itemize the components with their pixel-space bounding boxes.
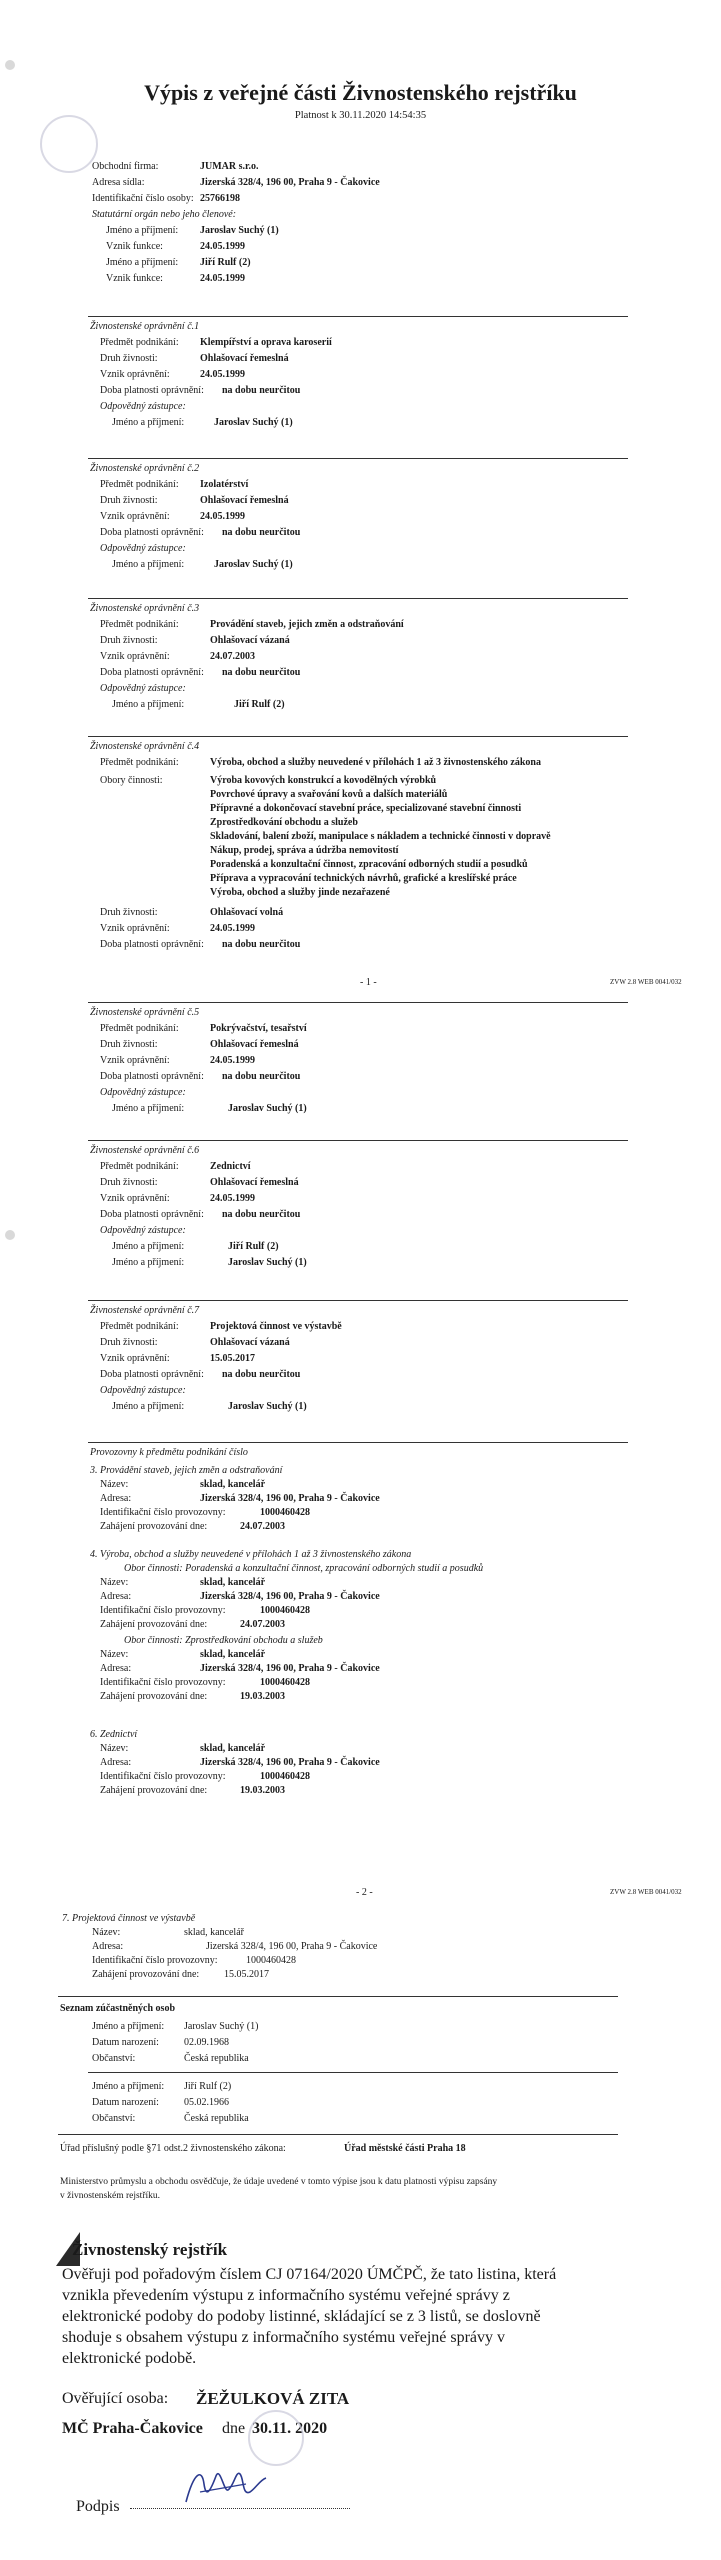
doba-label: Doba platnosti oprávnění: <box>100 939 204 950</box>
icp-value: 1000460428 <box>260 1677 310 1688</box>
license-heading: Živnostenské oprávnění č.1 <box>90 321 200 332</box>
member-func-label: Vznik funkce: <box>106 241 163 252</box>
predmet-value: Provádění staveb, jejich změn a odstraňování <box>210 619 404 630</box>
person-citizen: Česká republika <box>184 2053 249 2064</box>
verifier-label: Ověřující osoba: <box>62 2390 169 2407</box>
predmet-label: Předmět podnikání: <box>100 1023 179 1034</box>
doba-value: na dobu neurčitou <box>222 667 301 678</box>
zahajeni-value: 19.03.2003 <box>240 1691 285 1702</box>
zahajeni-label: Zahájení provozování dne: <box>100 1619 208 1630</box>
icp-label: Identifikační číslo provozovny: <box>100 1605 226 1616</box>
verification-date: 30.11. 2020 <box>252 2420 328 2437</box>
predmet-label: Předmět podnikání: <box>100 757 179 768</box>
druh-value: Ohlašovací vázaná <box>210 635 290 646</box>
divider <box>88 2072 618 2073</box>
zastupce-heading: Odpovědný zástupce: <box>100 543 186 554</box>
round-stamp <box>40 115 98 173</box>
adresa-label: Adresa: <box>92 1941 124 1952</box>
icp-label: Identifikační číslo provozovny: <box>100 1771 226 1782</box>
vznik-label: Vznik oprávnění: <box>100 369 170 380</box>
punch-hole <box>5 1230 15 1240</box>
divider <box>58 2134 618 2135</box>
citizen-label: Občanství: <box>92 2053 136 2064</box>
member-name: Jiří Rulf (2) <box>200 257 251 268</box>
member-label: Jméno a příjmení: <box>106 257 179 268</box>
person-born: 02.09.1968 <box>184 2037 229 2048</box>
vznik-value: 24.07.2003 <box>210 651 255 662</box>
nazev-value: sklad, kancelář <box>200 1479 266 1490</box>
zastupce-heading: Odpovědný zástupce: <box>100 1385 186 1396</box>
license-heading: Živnostenské oprávnění č.7 <box>90 1305 200 1316</box>
icp-value: 1000460428 <box>246 1955 296 1966</box>
jmeno-value: Jaroslav Suchý (1) <box>228 1103 307 1114</box>
statutory-heading: Statutární orgán nebo jeho členové: <box>92 209 237 220</box>
divider <box>58 1996 618 1997</box>
druh-label: Druh živnosti: <box>100 495 158 506</box>
address-label: Adresa sídla: <box>92 177 145 188</box>
doba-value: na dobu neurčitou <box>222 1209 301 1220</box>
doba-value: na dobu neurčitou <box>222 1369 301 1380</box>
verification-line: elektronické podoby do podoby listinné, skládající se z 3 listů, se doslovně <box>62 2308 541 2325</box>
nazev-label: Název: <box>92 1927 121 1938</box>
predmet-value: Klempířství a oprava karoserií <box>200 337 332 348</box>
vznik-label: Vznik oprávnění: <box>100 651 170 662</box>
doba-value: na dobu neurčitou <box>222 385 301 396</box>
icp-value: 1000460428 <box>260 1507 310 1518</box>
predmet-label: Předmět podnikání: <box>100 619 179 630</box>
zahajeni-value: 15.05.2017 <box>224 1969 269 1980</box>
adresa-label: Adresa: <box>100 1757 132 1768</box>
form-code: ZVW 2.8 WEB 0041/032 <box>610 1888 682 1896</box>
jmeno-label: Jméno a příjmení: <box>112 1241 185 1252</box>
doba-value: na dobu neurčitou <box>222 939 301 950</box>
divider <box>88 1002 628 1003</box>
divider <box>88 316 628 317</box>
druh-value: Ohlašovací řemeslná <box>200 353 289 364</box>
divider <box>88 598 628 599</box>
vznik-value: 24.05.1999 <box>210 1055 255 1066</box>
doba-label: Doba platnosti oprávnění: <box>100 667 204 678</box>
adresa-value: Jizerská 328/4, 196 00, Praha 9 - Čakovice <box>200 1663 380 1674</box>
nazev-label: Název: <box>100 1649 129 1660</box>
born-label: Datum narození: <box>92 2037 159 2048</box>
nazev-label: Název: <box>100 1743 129 1754</box>
doba-label: Doba platnosti oprávnění: <box>100 385 204 396</box>
ministry-note: v živnostenském rejstříku. <box>60 2191 160 2201</box>
document-title: Výpis z veřejné části Živnostenského rejstříku <box>144 80 577 105</box>
zahajeni-value: 24.07.2003 <box>240 1619 285 1630</box>
nazev-value: sklad, kancelář <box>200 1649 266 1660</box>
vznik-value: 24.05.1999 <box>200 369 245 380</box>
druh-label: Druh živnosti: <box>100 907 158 918</box>
adresa-value: Jizerská 328/4, 196 00, Praha 9 - Čakovice <box>200 1591 380 1602</box>
office-name: Úřad městské části Praha 18 <box>344 2143 466 2154</box>
license-heading: Živnostenské oprávnění č.4 <box>90 741 200 752</box>
person-name: Jaroslav Suchý (1) <box>184 2021 259 2032</box>
premises-heading: Provozovny k předmětu podnikání číslo <box>90 1447 248 1458</box>
druh-label: Druh živnosti: <box>100 353 158 364</box>
druh-value: Ohlašovací řemeslná <box>200 495 289 506</box>
icp-label: Identifikační číslo provozovny: <box>92 1955 218 1966</box>
zastupce-heading: Odpovědný zástupce: <box>100 401 186 412</box>
verification-line: vznikla převedením výstupu z informačního systému veřejné správy z <box>62 2287 510 2304</box>
obor-item: Zprostředkování obchodu a služeb <box>210 817 358 828</box>
verification-line: shoduje s obsahem výstupu z informačního systému veřejné správy v <box>62 2329 506 2346</box>
obor-item: Poradenská a konzultační činnost, zpracování odborných studií a posudků <box>210 859 528 870</box>
verification-place: MČ Praha-Čakovice <box>62 2420 203 2437</box>
zastupce-heading: Odpovědný zástupce: <box>100 683 186 694</box>
jmeno-label: Jméno a příjmení: <box>92 2081 165 2092</box>
firm-label: Obchodní firma: <box>92 161 159 172</box>
verifier-name: ŽEŽULKOVÁ ZITA <box>196 2389 350 2408</box>
predmet-value: Pokrývačství, tesařství <box>210 1023 307 1034</box>
person-born: 05.02.1966 <box>184 2097 229 2108</box>
doba-label: Doba platnosti oprávnění: <box>100 1369 204 1380</box>
jmeno-value: Jiří Rulf (2) <box>234 699 285 710</box>
doba-value: na dobu neurčitou <box>222 1071 301 1082</box>
office-label: Úřad příslušný podle §71 odst.2 živnostenského zákona: <box>60 2143 286 2154</box>
firm-value: JUMAR s.r.o. <box>200 161 259 172</box>
druh-label: Druh živnosti: <box>100 1337 158 1348</box>
predmet-label: Předmět podnikání: <box>100 1321 179 1332</box>
nazev-label: Název: <box>100 1577 129 1588</box>
verification-date-prefix: dne <box>222 2420 246 2437</box>
druh-label: Druh živnosti: <box>100 1177 158 1188</box>
punch-hole <box>5 60 15 70</box>
jmeno-label: Jméno a příjmení: <box>92 2021 165 2032</box>
druh-value: Ohlašovací řemeslná <box>210 1039 299 1050</box>
id-value: 25766198 <box>200 193 240 204</box>
premises-section: 4. Výroba, obchod a služby neuvedené v přílohách 1 až 3 živnostenského zákona <box>90 1549 412 1560</box>
premises-section: 7. Projektová činnost ve výstavbě <box>62 1913 196 1924</box>
vznik-value: 15.05.2017 <box>210 1353 255 1364</box>
divider <box>88 736 628 737</box>
zastupce-heading: Odpovědný zástupce: <box>100 1225 186 1236</box>
obor-item: Výroba, obchod a služby jinde nezařazené <box>210 887 390 898</box>
page-number: - 1 - <box>360 977 377 988</box>
premises-obor: Obor činnosti: Poradenská a konzultační činnost, zpracování odborných studií a posudků <box>124 1563 484 1574</box>
adresa-value: Jizerská 328/4, 196 00, Praha 9 - Čakovice <box>200 1757 380 1768</box>
member-func-label: Vznik funkce: <box>106 273 163 284</box>
predmet-label: Předmět podnikání: <box>100 337 179 348</box>
divider <box>88 1300 628 1301</box>
vznik-label: Vznik oprávnění: <box>100 1193 170 1204</box>
vznik-label: Vznik oprávnění: <box>100 511 170 522</box>
premises-section: 6. Zednictví <box>90 1729 138 1740</box>
doba-value: na dobu neurčitou <box>222 527 301 538</box>
form-code: ZVW 2.8 WEB 0041/032 <box>610 978 682 986</box>
zahajeni-value: 24.07.2003 <box>240 1521 285 1532</box>
born-label: Datum narození: <box>92 2097 159 2108</box>
druh-value: Ohlašovací vázaná <box>210 1337 290 1348</box>
zahajeni-value: 19.03.2003 <box>240 1785 285 1796</box>
person-name: Jiří Rulf (2) <box>184 2081 232 2092</box>
round-stamp <box>248 2410 304 2466</box>
member-func: 24.05.1999 <box>200 241 245 252</box>
jmeno-value: Jaroslav Suchý (1) <box>214 417 293 428</box>
icp-value: 1000460428 <box>260 1605 310 1616</box>
druh-label: Druh živnosti: <box>100 1039 158 1050</box>
obor-item: Povrchové úpravy a svařování kovů a dalších materiálů <box>210 789 448 800</box>
license-heading: Živnostenské oprávnění č.6 <box>90 1145 200 1156</box>
premises-obor: Obor činnosti: Zprostředkování obchodu a služeb <box>124 1635 323 1646</box>
adresa-label: Adresa: <box>100 1591 132 1602</box>
predmet-value: Projektová činnost ve výstavbě <box>210 1321 342 1332</box>
id-label: Identifikační číslo osoby: <box>92 193 194 204</box>
jmeno-value: Jaroslav Suchý (1) <box>228 1257 307 1268</box>
address-value: Jizerská 328/4, 196 00, Praha 9 - Čakovice <box>200 177 380 188</box>
zahajeni-label: Zahájení provozování dne: <box>100 1785 208 1796</box>
vznik-label: Vznik oprávnění: <box>100 1353 170 1364</box>
adresa-value: Jizerská 328/4, 196 00, Praha 9 - Čakovice <box>206 1941 378 1952</box>
icp-label: Identifikační číslo provozovny: <box>100 1677 226 1688</box>
obor-item: Výroba kovových konstrukcí a kovodělných výrobků <box>210 775 437 786</box>
license-heading: Živnostenské oprávnění č.3 <box>90 603 200 614</box>
member-name: Jaroslav Suchý (1) <box>200 225 279 236</box>
vznik-value: 24.05.1999 <box>210 1193 255 1204</box>
zahajeni-label: Zahájení provozování dne: <box>92 1969 200 1980</box>
validity-date: Platnost k 30.11.2020 14:54:35 <box>294 110 427 121</box>
adresa-label: Adresa: <box>100 1493 132 1504</box>
jmeno-value: Jaroslav Suchý (1) <box>214 559 293 570</box>
signature-scribble <box>180 2462 270 2510</box>
obor-item: Příprava a vypracování technických návrhů, grafické a kreslířské práce <box>210 873 517 884</box>
predmet-value: Izolatérství <box>200 479 249 490</box>
divider <box>88 1442 628 1443</box>
vznik-label: Vznik oprávnění: <box>100 1055 170 1066</box>
icp-value: 1000460428 <box>260 1771 310 1782</box>
jmeno-label: Jméno a příjmení: <box>112 699 185 710</box>
citizen-label: Občanství: <box>92 2113 136 2124</box>
predmet-value: Zednictví <box>210 1161 251 1172</box>
adresa-value: Jizerská 328/4, 196 00, Praha 9 - Čakovice <box>200 1493 380 1504</box>
predmet-label: Předmět podnikání: <box>100 479 179 490</box>
vznik-value: 24.05.1999 <box>200 511 245 522</box>
icp-label: Identifikační číslo provozovny: <box>100 1507 226 1518</box>
jmeno-value: Jiří Rulf (2) <box>228 1241 279 1252</box>
jmeno-label: Jméno a příjmení: <box>112 1257 185 1268</box>
obor-item: Skladování, balení zboží, manipulace s nákladem a technické činnosti v dopravě <box>210 831 551 842</box>
ministry-note: Ministerstvo průmyslu a obchodu osvědčuje, že údaje uvedené v tomto výpise jsou k datu platnosti výpisu zapsány <box>60 2177 498 2187</box>
jmeno-label: Jméno a příjmení: <box>112 1401 185 1412</box>
member-label: Jméno a příjmení: <box>106 225 179 236</box>
predmet-label: Předmět podnikání: <box>100 1161 179 1172</box>
premises-section: 3. Provádění staveb, jejich změn a odstraňování <box>90 1465 283 1476</box>
obor-item: Nákup, prodej, správa a údržba nemovitostí <box>210 845 399 856</box>
jmeno-value: Jaroslav Suchý (1) <box>228 1401 307 1412</box>
predmet-value: Výroba, obchod a služby neuvedené v přílohách 1 až 3 živnostenského zákona <box>210 757 541 768</box>
jmeno-label: Jméno a příjmení: <box>112 559 185 570</box>
nazev-value: sklad, kancelář <box>184 1927 244 1938</box>
jmeno-label: Jméno a příjmení: <box>112 1103 185 1114</box>
person-citizen: Česká republika <box>184 2113 249 2124</box>
license-heading: Živnostenské oprávnění č.5 <box>90 1007 200 1018</box>
obory-label: Obory činnosti: <box>100 775 163 786</box>
signature-label: Podpis <box>76 2498 120 2515</box>
doba-label: Doba platnosti oprávnění: <box>100 1071 204 1082</box>
zastupce-heading: Odpovědný zástupce: <box>100 1087 186 1098</box>
nazev-label: Název: <box>100 1479 129 1490</box>
verification-line: Ověřuji pod pořadovým číslem CJ 07164/2020 ÚMČPČ, že tato listina, která <box>62 2266 557 2283</box>
divider <box>88 1140 628 1141</box>
obor-item: Přípravné a dokončovací stavební práce, specializované stavební činnosti <box>210 803 522 814</box>
page-number: - 2 - <box>356 1887 373 1898</box>
license-heading: Živnostenské oprávnění č.2 <box>90 463 200 474</box>
vznik-value: 24.05.1999 <box>210 923 255 934</box>
druh-value: Ohlašovací řemeslná <box>210 1177 299 1188</box>
zahajeni-label: Zahájení provozování dne: <box>100 1521 208 1532</box>
persons-heading: Seznam zúčastněných osob <box>60 2003 176 2014</box>
nazev-value: sklad, kancelář <box>200 1577 266 1588</box>
adresa-label: Adresa: <box>100 1663 132 1674</box>
doba-label: Doba platnosti oprávnění: <box>100 527 204 538</box>
druh-label: Druh živnosti: <box>100 635 158 646</box>
zahajeni-label: Zahájení provozování dne: <box>100 1691 208 1702</box>
divider <box>88 458 628 459</box>
jmeno-label: Jméno a příjmení: <box>112 417 185 428</box>
nazev-value: sklad, kancelář <box>200 1743 266 1754</box>
verification-line: elektronické podobě. <box>62 2350 197 2367</box>
member-func: 24.05.1999 <box>200 273 245 284</box>
vznik-label: Vznik oprávnění: <box>100 923 170 934</box>
doba-label: Doba platnosti oprávnění: <box>100 1209 204 1220</box>
druh-value: Ohlašovací volná <box>210 907 284 918</box>
verification-heading: Živnostenský rejstřík <box>72 2240 228 2259</box>
